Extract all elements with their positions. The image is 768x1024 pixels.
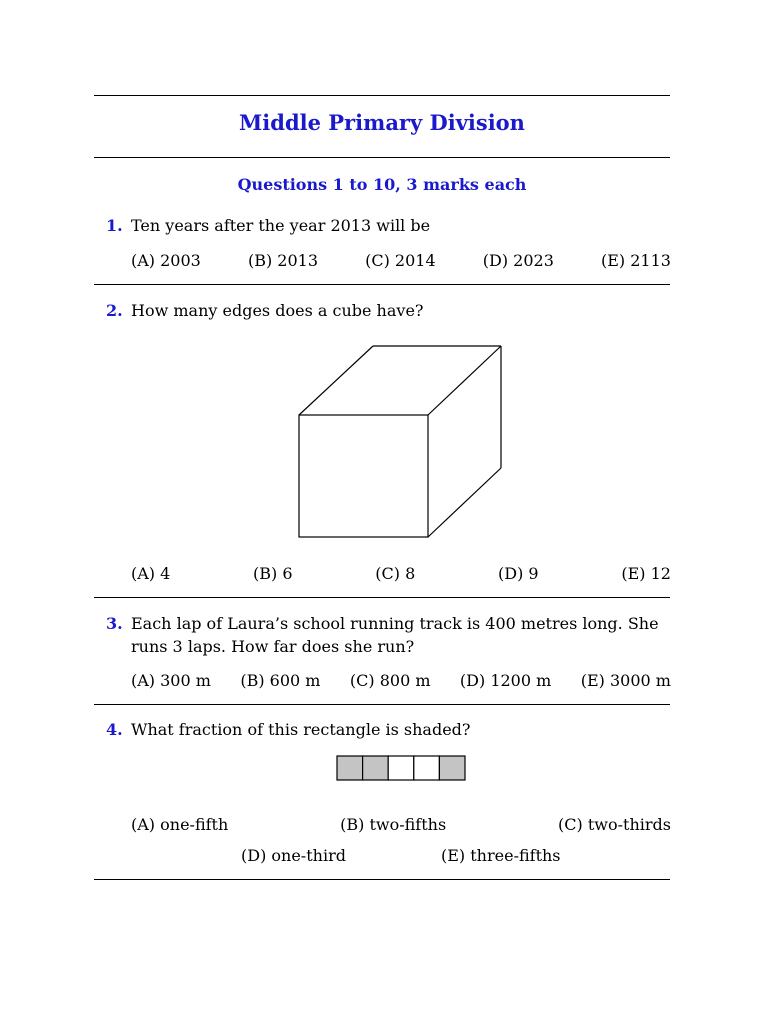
rectangle-cell-2 [363, 756, 389, 780]
question-1-option-c[interactable]: (C) 2014 [365, 251, 436, 270]
question-3-option-d[interactable]: (D) 1200 m [459, 671, 552, 690]
question-1-option-b[interactable]: (B) 2013 [247, 251, 318, 270]
question-2-text: How many edges does a cube have? [131, 301, 424, 320]
section-subtitle: Questions 1 to 10, 3 marks each [237, 175, 527, 194]
fraction-rectangle [336, 755, 466, 782]
question-4-number: 4. [106, 720, 123, 739]
divider-1 [94, 284, 670, 285]
question-2-options [131, 564, 671, 583]
question-2-option-d[interactable]: (D) 9 [498, 564, 539, 583]
question-2-option-a[interactable]: (A) 4 [131, 564, 171, 583]
cube-edge-top-left [299, 346, 373, 415]
rectangle-cell-5 [439, 756, 465, 780]
question-2-number: 2. [106, 301, 123, 320]
rectangle-cell-4 [414, 756, 440, 780]
question-1-option-a[interactable]: (A) 2003 [131, 251, 201, 270]
question-4-option-c[interactable]: (C) two-thirds [558, 815, 671, 834]
question-4-option-a[interactable]: (A) one-fifth [131, 815, 229, 834]
question-3-option-a[interactable]: (A) 300 m [131, 671, 211, 690]
question-4-option-d[interactable]: (D) one-third [241, 846, 346, 865]
rectangle-cell-1 [337, 756, 363, 780]
question-1-text: Ten years after the year 2013 will be [131, 216, 431, 235]
question-2-option-e[interactable]: (E) 12 [621, 564, 671, 583]
question-1-option-d[interactable]: (D) 2023 [482, 251, 554, 270]
cube-diagram [294, 340, 506, 542]
question-3-options [131, 671, 671, 690]
question-3-option-e[interactable]: (E) 3000 m [580, 671, 671, 690]
divider-3 [94, 704, 670, 705]
exam-page [94, 0, 670, 1024]
rectangle-cell-3 [388, 756, 414, 780]
question-3-option-b[interactable]: (B) 600 m [240, 671, 321, 690]
bottom-rule [94, 879, 670, 880]
question-4-option-b[interactable]: (B) two-fifths [340, 815, 447, 834]
question-4-option-e[interactable]: (E) three-fifths [441, 846, 561, 865]
question-3-option-c[interactable]: (C) 800 m [349, 671, 431, 690]
question-3-text: Each lap of Laura’s school running track is 400 metres long. She runs 3 laps. How far does she run? [131, 614, 659, 656]
question-1-number: 1. [106, 216, 123, 235]
question-1-option-e[interactable]: (E) 2113 [600, 251, 671, 270]
question-2-option-c[interactable]: (C) 8 [375, 564, 416, 583]
cube-edge-bottom-right [428, 468, 501, 537]
divider-2 [94, 597, 670, 598]
top-rule [94, 95, 670, 96]
question-4-text: What fraction of this rectangle is shaded? [131, 720, 471, 739]
page-title: Middle Primary Division [239, 110, 525, 135]
question-4-options-row-1 [131, 815, 671, 834]
question-1-options [131, 251, 671, 270]
cube-front-face [299, 415, 428, 537]
question-3-number: 3. [106, 614, 123, 633]
question-2-option-b[interactable]: (B) 6 [253, 564, 293, 583]
title-rule [94, 157, 670, 158]
cube-edge-top-right [428, 346, 501, 415]
